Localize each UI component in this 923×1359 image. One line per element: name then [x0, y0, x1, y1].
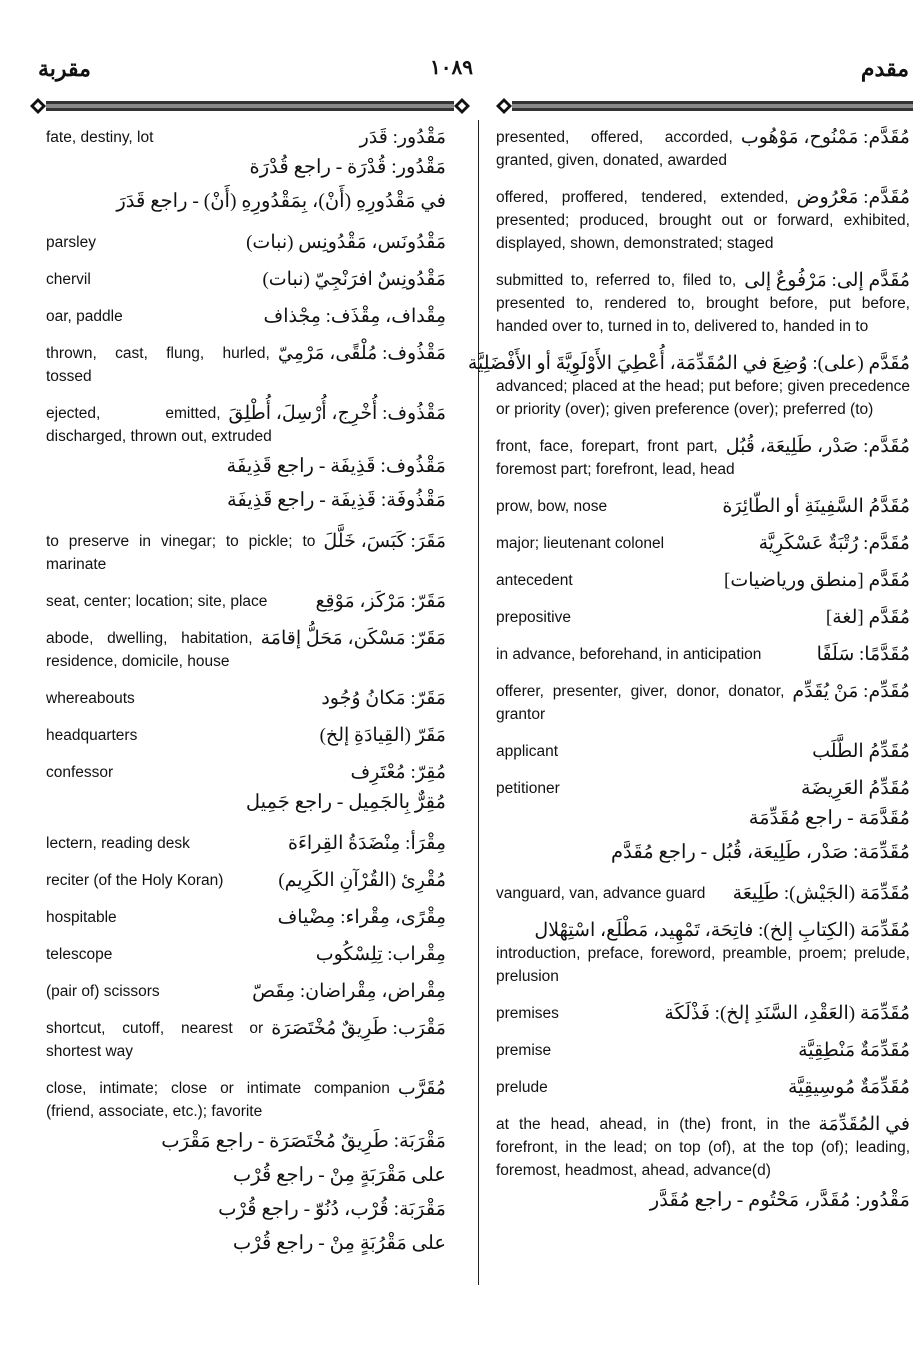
dictionary-entry [496, 777, 910, 800]
english-definition: petitioner [496, 780, 560, 797]
dictionary-entry [496, 882, 910, 905]
arabic-headword: مُقَدَّمُ السَّفِينَةِ أو الطّائِرَة [722, 496, 910, 517]
arabic-headword: مُقَدِّمُ الطَّلَب [812, 741, 910, 762]
arabic-cross-reference: مَقْذُوف: قَذِيفَة - راجع قَذِيفَة [226, 456, 446, 477]
english-definition: oar, paddle [46, 308, 123, 325]
dictionary-entry [46, 1195, 446, 1225]
dictionary-entry [46, 761, 446, 784]
dictionary-entry [46, 590, 446, 613]
dictionary-entry [46, 788, 446, 818]
arabic-cross-reference: مَقْدُور: قُدْرَة - راجع قُدْرَة [249, 157, 446, 178]
english-definition: close, intimate; close or intimate companion (friend, associate, etc.); favorite [46, 1080, 390, 1120]
dictionary-entry [496, 269, 910, 338]
right-column [467, 126, 910, 1216]
arabic-cross-reference: في مَقْدُورِهِ (أَنْ)، بِمَقْدُورِهِ (أَنْ) - راجع قَدَرَ [116, 191, 446, 212]
dictionary-entry [46, 724, 446, 747]
dictionary-entry [496, 126, 910, 172]
arabic-headword: مَقْذُوف: أُخْرِج، أُرْسِلَ، أُطْلِقَ [228, 403, 446, 424]
dictionary-entry [496, 1186, 910, 1216]
dictionary-entry [496, 495, 910, 518]
english-definition: presented, offered, accorded, granted, given, donated, awarded [496, 129, 733, 169]
english-definition: abode, dwelling, habitation, residence, domicile, house [46, 630, 253, 670]
arabic-headword: مُقَدَّم: صَدْر، طَلِيعَة، قُبُل [725, 436, 910, 457]
arabic-headword: مُقَدِّمَةٌ مَنْطِقِيَّة [798, 1040, 910, 1061]
arabic-headword: مَقَرّ: مَكانُ وُجُود [321, 688, 446, 709]
dictionary-entry [496, 532, 910, 555]
dictionary-entry [46, 530, 446, 576]
arabic-headword: مُقَدَّم: مَعْرُوض [796, 187, 910, 208]
english-definition: telescope [46, 946, 113, 963]
arabic-headword: مُقَدَّم (على): وُضِعَ في المُقَدِّمَة، أُعْطِيَ الأَوْلَوِيَّةَ أو الأَفْضَلِيَّة [467, 353, 910, 374]
dictionary-entry [46, 1127, 446, 1157]
dictionary-entry [496, 643, 910, 666]
english-definition: front, face, forepart, front part, foremost part; forefront, lead, head [496, 438, 735, 478]
english-definition: hospitable [46, 909, 117, 926]
english-definition: parsley [46, 234, 96, 251]
english-definition: prepositive [496, 609, 571, 626]
arabic-headword: في المُقَدِّمَة [818, 1114, 910, 1135]
english-definition: thrown, cast, flung, hurled, tossed [46, 345, 270, 385]
dictionary-entry [46, 452, 446, 482]
dictionary-entry [496, 919, 910, 988]
dictionary-entry [46, 906, 446, 929]
dictionary-entry [496, 740, 910, 763]
english-definition: reciter (of the Holy Koran) [46, 872, 224, 889]
arabic-headword: مِقْداف، مِقْذَف: مِجْذاف [263, 306, 446, 327]
english-definition: introduction, preface, foreword, preamble, proem; prelude, prelusion [496, 945, 910, 985]
dictionary-entry [46, 980, 446, 1003]
dictionary-entry [496, 186, 910, 255]
dictionary-entry [46, 126, 446, 149]
arabic-cross-reference: مَقْذُوفَة: قَذِيفَة - راجع قَذِيفَة [226, 490, 446, 511]
english-definition: prow, bow, nose [496, 498, 608, 515]
english-definition: (pair of) scissors [46, 983, 160, 1000]
arabic-headword: مُقَدِّمَة (العَقْدِ، السَّنَدِ إلخ): فَذْلَكَة [664, 1003, 910, 1024]
arabic-headword: مُقَدَّمًا: سَلَفًا [816, 644, 910, 665]
arabic-cross-reference: مُقَدِّمَة: صَدْر، طَلِيعَة، قُبُل - راجع مُقَدَّم [611, 842, 910, 863]
english-definition: whereabouts [46, 690, 135, 707]
arabic-headword: مُقِرّ: مُعْتَرِف [350, 762, 446, 783]
dictionary-entry [496, 435, 910, 481]
arabic-headword: مَقْذُوف: مُلْقًى، مَرْمِيّ [277, 343, 446, 364]
arabic-headword: مِقْراب: تِلِسْكُوب [315, 944, 446, 965]
dictionary-entry [46, 1229, 446, 1259]
arabic-cross-reference: على مَقْرَبَةٍ مِنْ - راجع قُرْب [232, 1165, 446, 1186]
dictionary-entry [467, 352, 910, 421]
arabic-headword: مُقَدِّمُ العَرِيضَة [801, 778, 910, 799]
english-definition: seat, center; location; site, place [46, 593, 268, 610]
dictionary-entry [46, 231, 446, 254]
dictionary-entry [46, 869, 446, 892]
dictionary-entry [46, 305, 446, 328]
arabic-cross-reference: مَقْدُور: مُقَدَّر، مَحْتُوم - راجع مُقَدَّر [649, 1190, 910, 1211]
dictionary-entry [46, 153, 446, 183]
english-definition: premise [496, 1042, 552, 1059]
column-divider [478, 120, 479, 1285]
dictionary-entry [496, 1002, 910, 1025]
english-definition: fate, destiny, lot [46, 129, 154, 146]
english-definition: shortcut, cutoff, nearest or shortest way [46, 1020, 264, 1060]
dictionary-entry [496, 606, 910, 629]
dictionary-entry [46, 687, 446, 710]
arabic-headword: مُقَدَّم [منطق ورياضيات] [724, 570, 910, 591]
english-definition: headquarters [46, 727, 138, 744]
dictionary-entry [46, 187, 446, 217]
arabic-headword: مَقْدُور: قَدَر [359, 127, 446, 148]
arabic-headword: مُقَدَّم [لغة] [825, 607, 910, 628]
arabic-headword: مِقْرَأ: مِنْضَدَةُ القِراءَة [288, 833, 446, 854]
page-number: ١٠٨٩ [430, 57, 473, 79]
english-definition: confessor [46, 764, 114, 781]
dictionary-entry [496, 804, 910, 834]
dictionary-entry [46, 943, 446, 966]
english-definition: vanguard, van, advance guard [496, 885, 706, 902]
dictionary-entry [46, 268, 446, 291]
english-definition: ejected, emitted, discharged, thrown out, extruded [46, 405, 272, 445]
arabic-headword: مَقْرَب: طَرِيقٌ مُخْتَصَرَة [271, 1018, 446, 1039]
english-definition: offered, proffered, tendered, extended, presented; produced, brought out or forward, exhibited, displayed, shown, demonstrated; staged [496, 189, 910, 252]
arabic-cross-reference: مُقَدَّمَة - راجع مُقَدِّمَة [748, 808, 910, 829]
arabic-headword: مِقْراض، مِقْراضان: مِقَصّ [252, 981, 446, 1002]
header-guide-word-left: مقربة [38, 56, 91, 81]
arabic-headword: مُقَدِّم: مَنْ يُقَدِّم [792, 681, 910, 702]
dictionary-entry [46, 1077, 446, 1123]
english-definition: major; lieutenant colonel [496, 535, 665, 552]
dictionary-entry [46, 402, 446, 448]
dictionary-entry [496, 838, 910, 868]
arabic-headword: مَقَرَ: كَبَسَ، خَلَّلَ [323, 531, 446, 552]
arabic-headword: مُقَدِّمَة (الكِتابِ إلخ): فاتِحَة، تَمْهِيد، مَطْلَع، اسْتِهْلال [534, 920, 910, 941]
dictionary-entry [496, 1039, 910, 1062]
english-definition: offerer, presenter, giver, donor, donator, grantor [496, 683, 785, 723]
ornamental-rule-right [496, 98, 913, 114]
arabic-headword: مُقَدِّمَة (الجَيْش): طَلِيعَة [732, 883, 910, 904]
arabic-headword: مُقَدَّم إلى: مَرْفُوعٌ إلى [744, 270, 910, 291]
dictionary-entry [46, 342, 446, 388]
arabic-headword: مِقْرًى، مِقْراء: مِضْياف [277, 907, 446, 928]
arabic-headword: مُقَدِّمَةٌ مُوسِيقِيَّة [787, 1077, 910, 1098]
english-definition: submitted to, referred to, filed to, presented to, rendered to, brought before, put before, handed over to, turned in to, delivered to, handed in to [496, 272, 910, 335]
dictionary-entry [496, 680, 910, 726]
english-definition: advanced; placed at the head; put before; given precedence or priority (over); given preference (over); preferred (to) [496, 378, 910, 418]
arabic-headword: مُقْرِئ (القُرْآنِ الكَرِيم) [278, 870, 446, 891]
arabic-cross-reference: مَقْرَبَة: قُرْب، دُنُوّ - راجع قُرْب [218, 1199, 446, 1220]
arabic-headword: مَقَرّ: مَرْكَز، مَوْقِع [315, 591, 446, 612]
left-column [46, 126, 446, 1259]
arabic-headword: مُقَدَّم: رُتْبَةٌ عَسْكَرِيَّة [758, 533, 910, 554]
english-definition: to preserve in vinegar; to pickle; to marinate [46, 533, 316, 573]
arabic-headword: مَقْدُونَس، مَقْدُونِس (نبات) [246, 232, 446, 253]
arabic-headword: مَقَرّ (القِيادَةِ إلخ) [319, 725, 446, 746]
dictionary-entry [46, 1017, 446, 1063]
arabic-headword: مُقَدَّم: مَمْنُوح، مَوْهُوب [740, 127, 910, 148]
english-definition: prelude [496, 1079, 548, 1096]
english-definition: applicant [496, 743, 559, 760]
english-definition: chervil [46, 271, 91, 288]
arabic-headword: مَقَرّ: مَسْكَن، مَحَلُّ إقامَة [260, 628, 446, 649]
dictionary-entry [496, 569, 910, 592]
arabic-headword: مُقَرَّب [397, 1078, 446, 1099]
english-definition: premises [496, 1005, 559, 1022]
arabic-headword: مَقْدُونِسٌ افرَنْجِيّ (نبات) [262, 269, 446, 290]
dictionary-entry [46, 1161, 446, 1191]
english-definition: antecedent [496, 572, 573, 589]
english-definition: in advance, beforehand, in anticipation [496, 646, 762, 663]
english-definition: lectern, reading desk [46, 835, 190, 852]
ornamental-rule-left [30, 98, 470, 114]
dictionary-entry [46, 486, 446, 516]
arabic-cross-reference: مَقْرَبَة: طَرِيقٌ مُخْتَصَرَة - راجع مَقْرَب [161, 1131, 446, 1152]
header-guide-word-right: مقدم [860, 56, 909, 81]
english-definition: at the head, ahead, in (the) front, in the forefront, in the lead; on top (of), at the top (of); leading, foremost, headmost, ahead, advance(d) [496, 1116, 910, 1179]
dictionary-entry [46, 627, 446, 673]
arabic-cross-reference: مُقِرٌّ بِالجَمِيل - راجع جَمِيل [245, 792, 446, 813]
arabic-cross-reference: على مَقْرُبَةٍ مِنْ - راجع قُرْب [232, 1233, 446, 1254]
dictionary-entry [496, 1113, 910, 1182]
dictionary-entry [496, 1076, 910, 1099]
dictionary-entry [46, 832, 446, 855]
